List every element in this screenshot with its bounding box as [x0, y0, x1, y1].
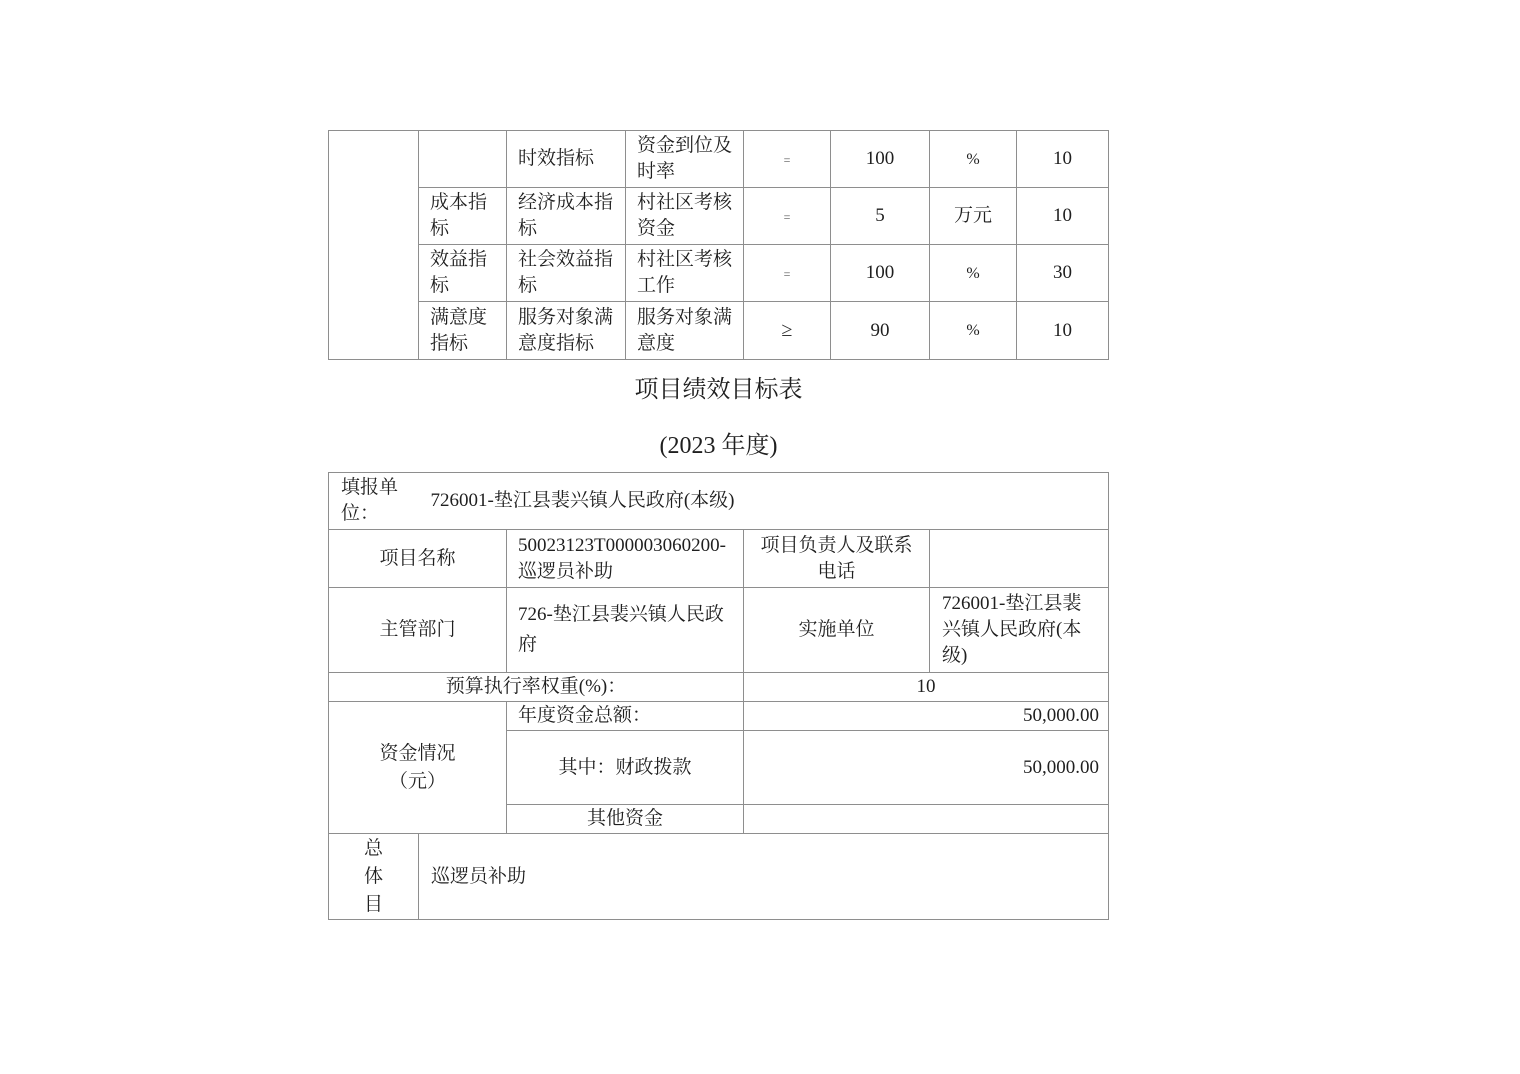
indicator-name-text: 服务对象满意度 [637, 306, 733, 354]
budget-weight-value: 10 [744, 673, 1109, 702]
fiscal-label: 其中：财政拨款 [507, 731, 744, 805]
department-label: 主管部门 [329, 588, 507, 673]
objective-row [329, 834, 1109, 920]
unit-cell: 万元 [930, 188, 1017, 245]
level3-indicator-cell [507, 188, 626, 245]
implementer-label: 实施单位 [744, 588, 930, 673]
target-value-cell: 5 [831, 188, 930, 245]
other-funds-label: 其他资金 [507, 805, 744, 834]
weight-cell: 10 [1017, 302, 1109, 360]
annual-total-row [329, 702, 1109, 731]
project-name-label: 项目名称 [329, 530, 507, 588]
level3-indicator-cell [507, 245, 626, 302]
funds-label: 资金情况（元） [379, 742, 456, 792]
indicator-name-cell [626, 245, 744, 302]
operator-text: = [783, 152, 791, 167]
project-name-row [329, 530, 1109, 588]
indicator-row [329, 131, 1109, 188]
operator-cell [744, 188, 831, 245]
reporting-unit-label: 填报单位： [341, 477, 399, 524]
department-value: 726-垫江县裴兴镇人民政府 [507, 588, 744, 673]
indicator-name-text: 村社区考核工作 [637, 249, 733, 296]
level3-indicator-text: 服务对象满意度指标 [518, 306, 614, 354]
unit-cell [930, 245, 1017, 302]
table-year: (2023 年度) [659, 433, 778, 459]
level2-indicator-text: 效益指标 [430, 249, 488, 296]
level3-indicator-text: 经济成本指标 [518, 192, 614, 239]
operator-cell [744, 245, 831, 302]
indicator-name-text: 资金到位及时率 [637, 135, 733, 182]
operator-cell [744, 131, 831, 188]
level3-indicator-cell [507, 302, 626, 360]
department-row [329, 588, 1109, 673]
indicator-name-text: 村社区考核资金 [637, 192, 733, 239]
fiscal-value: 50,000.00 [744, 731, 1109, 805]
level2-indicator-cell [419, 302, 507, 360]
indicator-name-cell [626, 302, 744, 360]
operator-text: = [783, 266, 791, 281]
indicator-table [328, 130, 1109, 360]
operator-text: = [783, 209, 791, 224]
reporting-unit-row [329, 473, 1109, 530]
weight-cell: 10 [1017, 188, 1109, 245]
weight-cell: 30 [1017, 245, 1109, 302]
operator-text: ≥ [781, 319, 793, 341]
indicator-row [329, 302, 1109, 360]
indicator-row [329, 188, 1109, 245]
target-value-cell: 90 [831, 302, 930, 360]
contact-value [930, 530, 1109, 588]
objective-label: 总体目 [363, 837, 383, 915]
target-value-cell: 100 [831, 245, 930, 302]
objective-label-cell [329, 834, 419, 920]
budget-weight-label: 预算执行率权重(%)： [329, 673, 744, 702]
level2-indicator-text: 满意度指标 [430, 306, 488, 354]
indicator-name-cell [626, 188, 744, 245]
funds-label-cell [329, 702, 507, 834]
level1-indicator-cell [329, 131, 419, 360]
level3-indicator-text: 社会效益指标 [518, 249, 614, 296]
budget-weight-row [329, 673, 1109, 702]
target-value-cell: 100 [831, 131, 930, 188]
level2-indicator-cell [419, 188, 507, 245]
annual-total-value: 50,000.00 [744, 702, 1109, 731]
level3-indicator-cell [507, 131, 626, 188]
implementer-value: 726001-垫江县裴兴镇人民政府(本级) [930, 588, 1109, 673]
indicator-name-cell [626, 131, 744, 188]
contact-label-cell [744, 530, 930, 588]
level2-indicator-text: 成本指标 [430, 192, 488, 239]
project-table [328, 472, 1109, 920]
unit-text: % [966, 322, 980, 339]
operator-cell [744, 302, 831, 360]
level2-indicator-cell [419, 131, 507, 188]
reporting-unit-label-cell [329, 473, 419, 530]
annual-total-label: 年度资金总额： [507, 702, 744, 731]
table-title: 项目绩效目标表 [634, 377, 803, 403]
reporting-unit-value: 726001-垫江县裴兴镇人民政府(本级) [419, 473, 1109, 530]
contact-label: 项目负责人及联系电话 [760, 534, 913, 582]
objective-value: 巡逻员补助 [419, 834, 1109, 920]
level3-indicator-text: 时效指标 [518, 148, 595, 169]
weight-cell: 10 [1017, 131, 1109, 188]
unit-text: % [966, 264, 980, 282]
level2-indicator-cell [419, 245, 507, 302]
unit-text: % [966, 150, 980, 168]
unit-cell [930, 302, 1017, 360]
project-name-value: 50023123T000003060200-巡逻员补助 [507, 530, 744, 588]
indicator-row [329, 245, 1109, 302]
other-funds-value [744, 805, 1109, 834]
unit-cell [930, 131, 1017, 188]
